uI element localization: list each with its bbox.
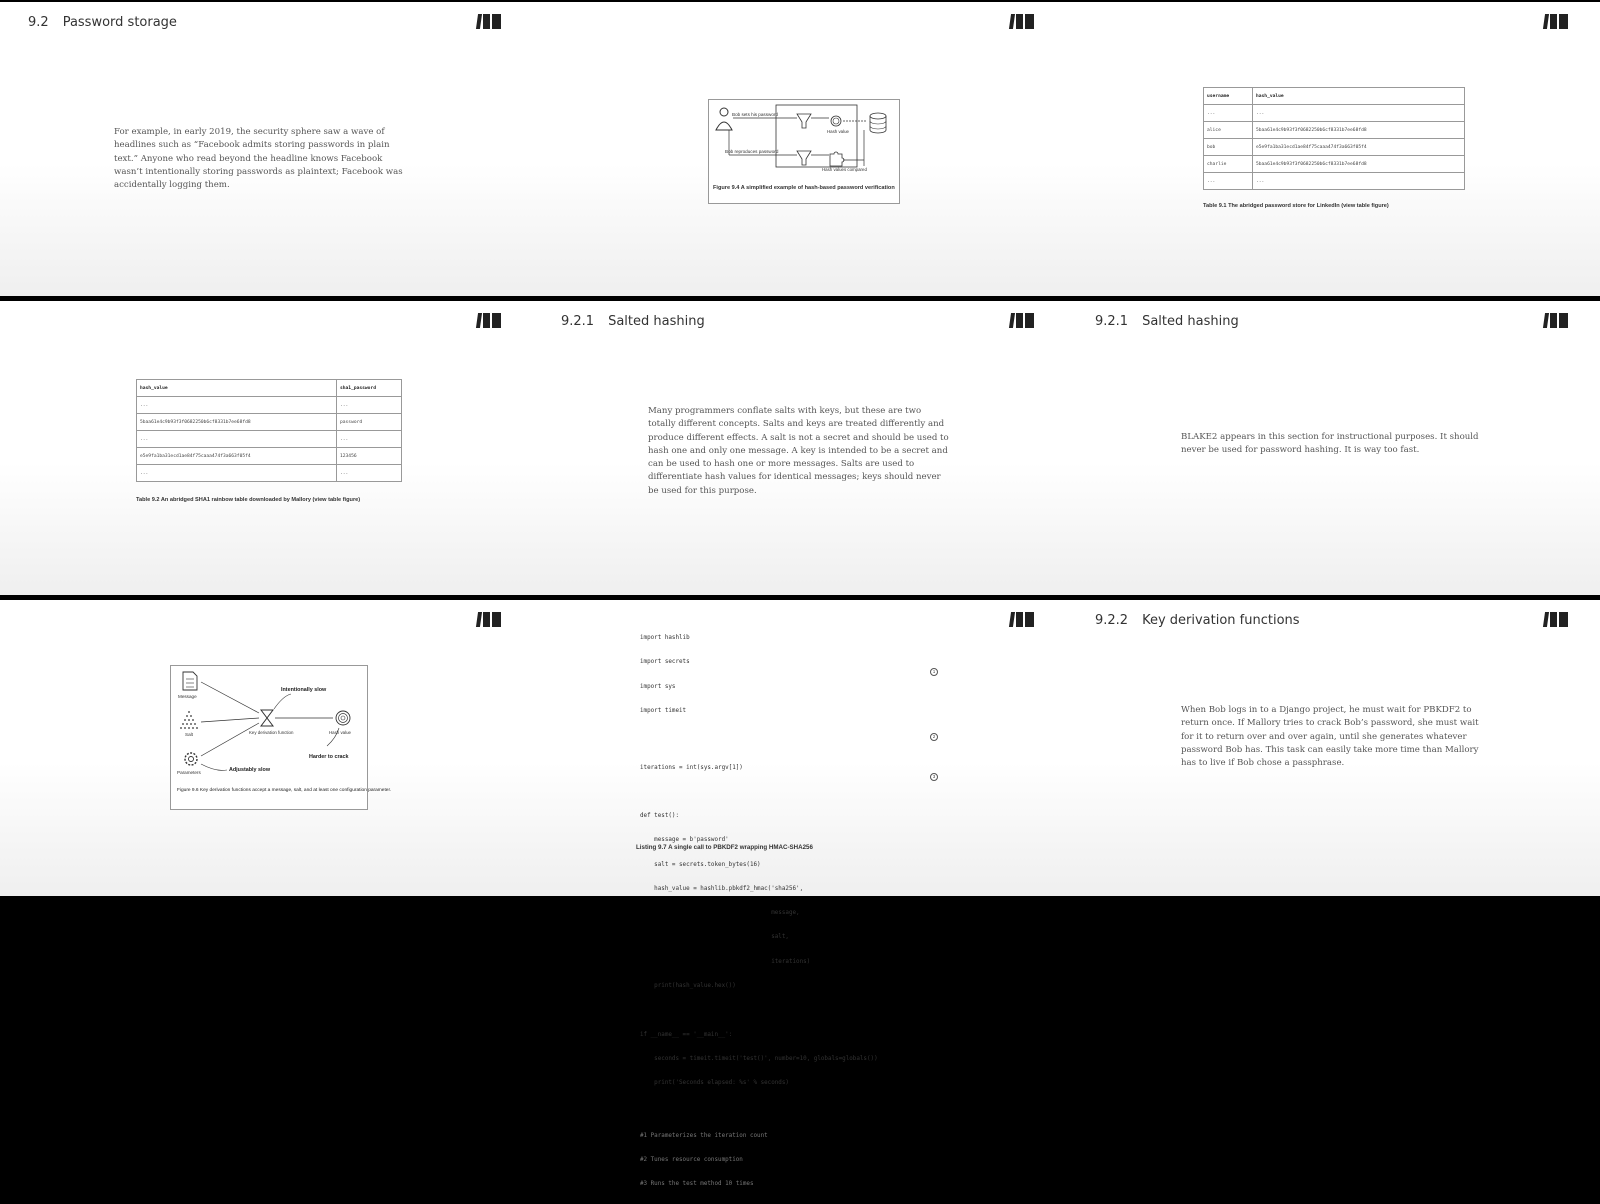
manning-logo-icon <box>1010 612 1034 627</box>
code-line: hash_value = hashlib.pbkdf2_hmac('sha256', <box>640 885 804 892</box>
manning-logo-icon <box>477 14 501 29</box>
label-message: Message <box>178 694 197 699</box>
table-row: ... ... <box>137 465 402 482</box>
slide-hash-verification-figure[interactable] <box>533 2 1066 296</box>
code-line: message, <box>640 910 800 917</box>
figure-caption: Figure 9.4 A simplified example of hash-based password verification <box>713 185 895 191</box>
code-line: import timeit <box>640 708 687 715</box>
label-hash-value: Hash value <box>329 730 351 735</box>
label-adjustably-slow: Adjustably slow <box>229 767 271 773</box>
code-line: message = b'password' <box>640 837 729 844</box>
section-number: 9.2 <box>28 15 49 30</box>
table-caption: Table 9.1 The abridged password store for LinkedIn (view table figure) <box>1203 203 1389 209</box>
kdf-diagram <box>171 666 392 809</box>
table-header-row <box>137 380 402 397</box>
document-icon <box>183 672 197 690</box>
manning-logo-icon <box>1544 313 1568 328</box>
table-row: alice 5baa61e4c9b93f3f0682250b6cf8331b7ee68fd8 <box>1204 122 1465 139</box>
fingerprint-icon <box>336 711 350 725</box>
manning-logo-icon <box>477 313 501 328</box>
label-salt: Salt <box>185 732 193 737</box>
label-bob-sets-password: Bob sets his password <box>732 112 778 117</box>
code-line <box>640 1103 878 1115</box>
section-number: 9.2.1 <box>1095 314 1129 329</box>
table-row: bob e5e9fa1ba31ecd1ae84f75caaa474f3a663f05f4 <box>1204 139 1465 156</box>
body-paragraph: Many programmers conflate salts with keys, but these are two totally different concepts. Salts and keys are treated differently and produce different effects. A salt is not a secret and should be used to hash one and only one message. A key is intended to be a secret and can be used to hash one or more messages. Salts are used to differentiate hash values for identical messages; keys should never be used for this purpose. <box>648 406 949 496</box>
label-bob-reproduces: Bob reproduces password <box>725 149 779 154</box>
listing-caption: Listing 9.7 A single call to PBKDF2 wrapping HMAC-SHA256 <box>636 844 813 851</box>
table-row: ... ... <box>1204 173 1465 190</box>
code-line: salt = secrets.token_bytes(16) <box>640 861 761 868</box>
code-line: iterations = int(sys.argv[1]) <box>640 764 743 771</box>
section-title: Password storage <box>62 15 177 30</box>
code-line <box>640 788 878 796</box>
code-annotation-marker: 3 <box>930 773 938 781</box>
label-intentionally-slow: Intentionally slow <box>281 687 327 693</box>
figure-kdf <box>170 665 392 810</box>
password-store-table <box>1203 87 1465 190</box>
code-line: print('Seconds elapsed: %s' % seconds) <box>640 1080 789 1087</box>
slide-linkedin-table[interactable] <box>1066 2 1600 296</box>
table-row: ... ... <box>1204 105 1465 122</box>
table-header-row <box>1204 88 1465 105</box>
puzzle-icon <box>830 152 844 166</box>
column-header: sha1_password <box>337 380 402 397</box>
section-heading <box>1095 613 1300 628</box>
code-line: if __name__ == '__main__': <box>640 1031 733 1038</box>
table-caption: Table 9.2 An abridged SHA1 rainbow table downloaded by Mallory (view table figure) <box>136 497 361 503</box>
code-line: print(hash_value.hex()) <box>640 983 736 990</box>
label-kdf: Key derivation function <box>249 730 294 735</box>
slide-salted-hashing-1[interactable] <box>533 301 1066 595</box>
manning-logo-icon <box>1010 313 1034 328</box>
slide-key-derivation-functions[interactable] <box>1066 600 1600 896</box>
column-header: hash_value <box>1253 88 1465 105</box>
manning-logo-icon <box>1010 14 1034 29</box>
code-line <box>640 731 878 747</box>
code-line: iterations) <box>640 958 811 965</box>
section-heading <box>561 314 705 329</box>
section-number: 9.2.2 <box>1095 613 1129 628</box>
label-hash-value: Hash value <box>827 129 849 134</box>
code-comment: #2 Tunes resource consumption <box>640 1156 743 1163</box>
section-number: 9.2.1 <box>561 314 595 329</box>
manning-logo-icon <box>1544 14 1568 29</box>
column-header: username <box>1204 88 1253 105</box>
code-line: salt, <box>640 934 789 941</box>
gear-icon <box>185 753 197 765</box>
body-paragraph: For example, in early 2019, the security sphere saw a wave of headlines such as “Facebook admits storing passwords in plain text.” Anyone who read beyond the headline knows Facebook wasn’t intentionally storing passwords as plaintext; Facebook was accidentally logging them. <box>114 127 403 191</box>
manning-logo-icon <box>1544 612 1568 627</box>
slide-salted-hashing-2[interactable] <box>1066 301 1600 595</box>
hash-function-icon <box>797 114 811 128</box>
code-line: seconds = timeit.timeit('test()', number=10, globals=globals()) <box>640 1055 878 1062</box>
database-icon <box>870 113 886 133</box>
slide-kdf-figure[interactable] <box>0 600 533 896</box>
hourglass-icon <box>261 710 273 726</box>
section-heading <box>28 15 177 30</box>
label-hash-compared: Hash values compared <box>822 167 867 172</box>
table-row: e5e9fa1ba31ecd1ae84f75caaa474f3a663f05f4 123456 <box>137 448 402 465</box>
table-row: charlie 5baa61e4c9b93f3f0682250b6cf8331b7ee68fd8 <box>1204 156 1465 173</box>
figure-caption: Figure 9.6 Key derivation functions accept a message, salt, and at least one configuration parameter. <box>177 788 392 793</box>
hash-function-icon <box>797 151 811 165</box>
slide-pbkdf2-listing[interactable] <box>533 600 1066 1188</box>
section-title: Salted hashing <box>1142 314 1239 329</box>
body-paragraph: BLAKE2 appears in this section for instructional purposes. It should never be used for password hashing. It is way too fast. <box>1181 432 1479 456</box>
table-row: 5baa61e4c9b93f3f0682250b6cf8331b7ee68fd8 password <box>137 414 402 431</box>
label-parameters: Parameters <box>177 770 201 775</box>
column-header: hash_value <box>137 380 337 397</box>
code-line: import secrets <box>640 659 690 666</box>
code-line: import hashlib <box>640 635 690 642</box>
section-title: Key derivation functions <box>1142 613 1300 628</box>
section-title: Salted hashing <box>608 314 705 329</box>
code-line <box>640 1006 878 1014</box>
body-paragraph: When Bob logs in to a Django project, he must wait for PBKDF2 to return once. If Mallory tries to crack Bob’s password, she must wait for it to return over and over again, until she generates whatever password Bob has. This task can easily take more time than Mallory has to live if Bob chose a passphrase. <box>1181 705 1479 769</box>
table-row: ... ... <box>137 431 402 448</box>
fingerprint-icon <box>831 116 841 126</box>
code-annotation-marker: 2 <box>930 733 938 741</box>
code-listing <box>640 618 878 1204</box>
section-heading <box>1095 314 1239 329</box>
rainbow-table <box>136 379 402 482</box>
table-row: ... ... <box>137 397 402 414</box>
label-harder-to-crack: Harder to crack <box>309 754 349 760</box>
code-line: def test(): <box>640 813 680 820</box>
slide-password-storage[interactable] <box>0 2 533 296</box>
slide-rainbow-table[interactable] <box>0 301 533 595</box>
bob-person-icon <box>716 108 732 130</box>
code-comment: #3 Runs the test method 10 times <box>640 1181 754 1188</box>
manning-logo-icon <box>477 612 501 627</box>
salt-icon <box>180 711 198 729</box>
code-line: import sys <box>640 683 676 690</box>
code-annotation-marker: 1 <box>930 668 938 676</box>
code-comment: #1 Parameterizes the iteration count <box>640 1132 768 1139</box>
